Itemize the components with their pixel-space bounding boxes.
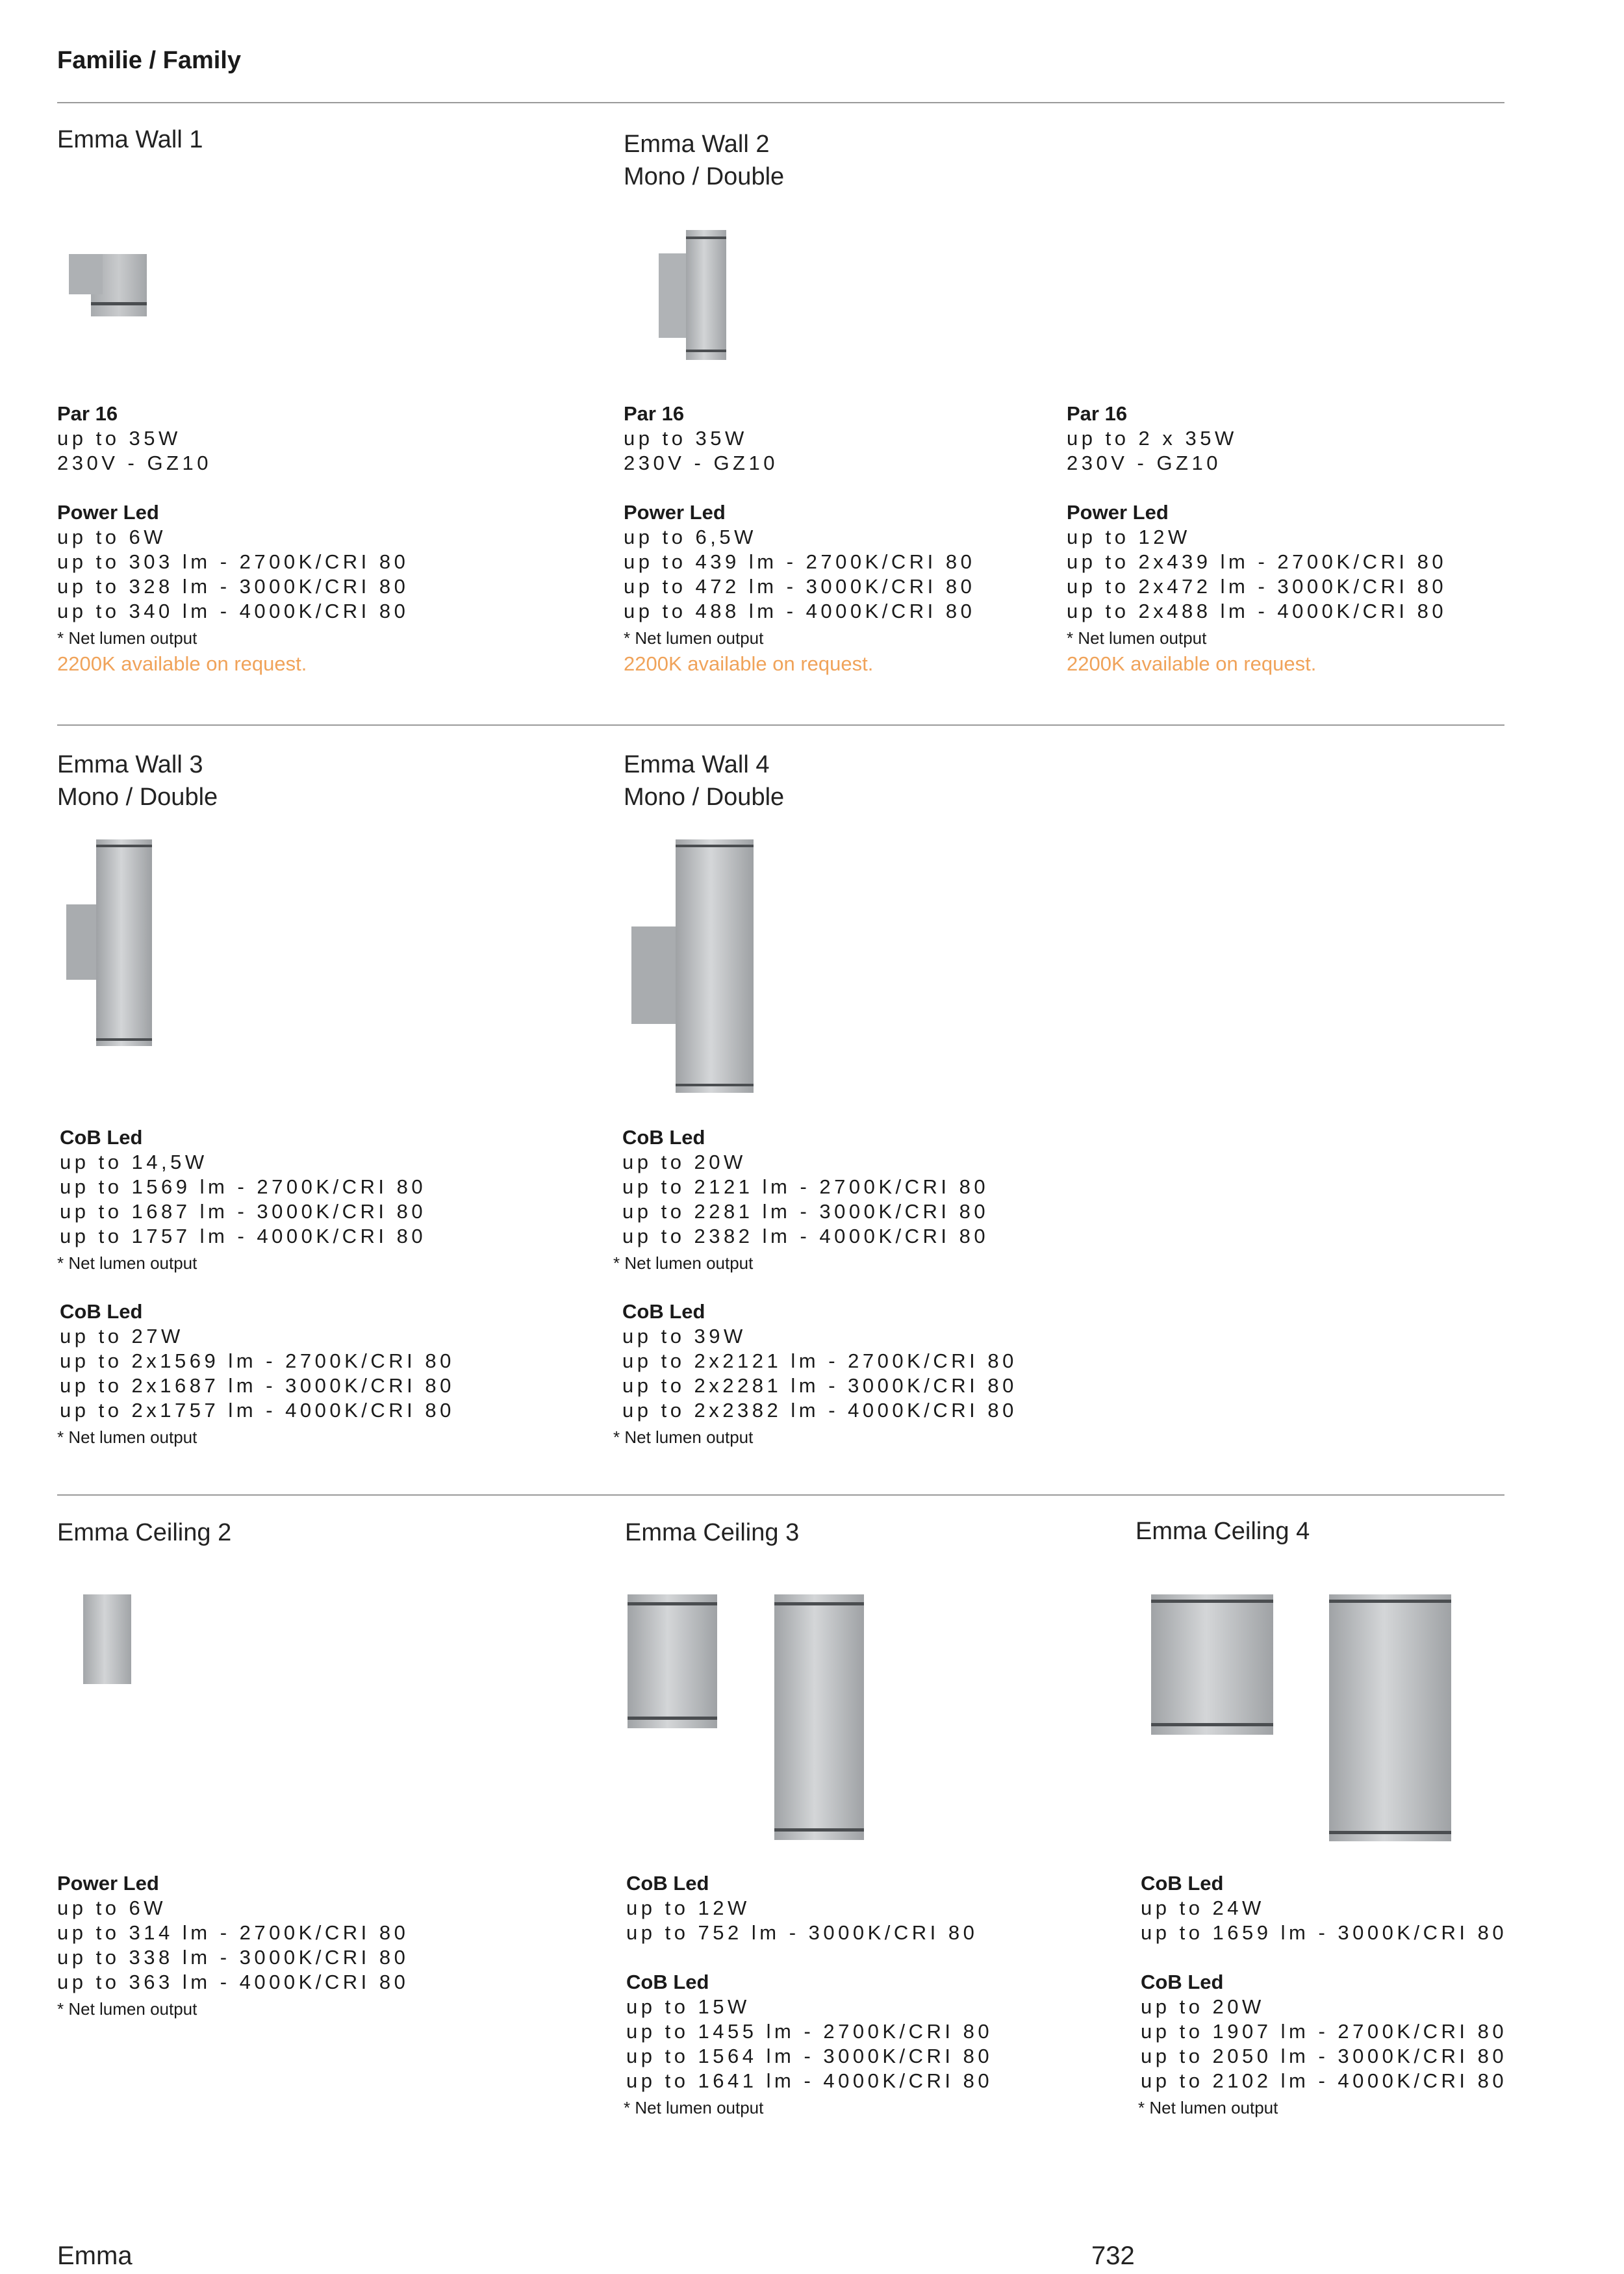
spec-block-wall1: Par 16 up to 35W 230V - GZ10 Power Led up to 6W up to 303 lm - 2700K/CRI 80 up to 328 lm - 3000K/CRI 80 up to 340 lm - 4000K/CRI 80 * Net lumen output 2200K available on request. xyxy=(57,402,512,678)
divider xyxy=(57,1494,1504,1496)
emma-ceiling-4-long-image xyxy=(1325,1591,1455,1844)
page-header: Familie / Family xyxy=(57,47,241,74)
spec-block-wall2-double: Par 16 up to 2 x 35W 230V - GZ10 Power Led up to 12W up to 2x439 lm - 2700K/CRI 80 up to 2x472 lm - 3000K/CRI 80 up to 2x488 lm - 4000K/CRI 80 * Net lumen output 2200K available on request. xyxy=(1067,402,1521,678)
emma-ceiling-2-image xyxy=(81,1592,134,1687)
emma-ceiling-3-short-image xyxy=(624,1591,721,1733)
spec-block-ceiling2: Power Led up to 6W up to 314 lm - 2700K/CRI 80 up to 338 lm - 3000K/CRI 80 up to 363 lm - 4000K/CRI 80 * Net lumen output xyxy=(57,1872,409,2019)
product-title-wall1: Emma Wall 1 xyxy=(57,126,203,153)
product-title-wall2: Emma Wall 2 Mono / Double xyxy=(624,131,785,190)
emma-wall-4-image xyxy=(629,837,759,1097)
product-title-wall4: Emma Wall 4 Mono / Double xyxy=(624,751,785,811)
page-number: 732 xyxy=(1091,2242,1135,2270)
spec-block-wall4-mono: CoB Led up to 20W up to 2121 lm - 2700K/CRI 80 up to 2281 lm - 3000K/CRI 80 up to 2382 lm - 4000K/CRI 80 * Net lumen output xyxy=(613,1126,989,1273)
spec-block-wall3-mono: CoB Led up to 14,5W up to 1569 lm - 2700K/CRI 80 up to 1687 lm - 3000K/CRI 80 up to 1757 lm - 4000K/CRI 80 * Net lumen output xyxy=(57,1126,427,1273)
spec-block-ceiling4: CoB Led up to 24W up to 1659 lm - 3000K/CRI 80 CoB Led up to 20W up to 1907 lm - 2700K/CRI 80 up to 2050 lm - 3000K/CRI 80 up to 2102 lm - 4000K/CRI 80 * Net lumen output xyxy=(1138,1872,1508,2117)
availability-note: 2200K available on request. xyxy=(624,652,874,675)
emma-wall-1-image xyxy=(65,250,149,322)
spec-block-wall4-double: CoB Led up to 39W up to 2x2121 lm - 2700K/CRI 80 up to 2x2281 lm - 3000K/CRI 80 up to 2x2382 lm - 4000K/CRI 80 * Net lumen output xyxy=(613,1300,1017,1447)
emma-wall-3-image xyxy=(64,837,155,1051)
spec-block-wall2-mono: Par 16 up to 35W 230V - GZ10 Power Led up to 6,5W up to 439 lm - 2700K/CRI 80 up to 472 lm - 3000K/CRI 80 up to 488 lm - 4000K/CRI 80 * Net lumen output 2200K available on request. xyxy=(624,402,1078,678)
product-title-ceiling4: Emma Ceiling 4 xyxy=(1136,1518,1310,1545)
divider xyxy=(57,102,1504,103)
availability-note: 2200K available on request. xyxy=(1067,652,1317,675)
emma-wall-2-image xyxy=(656,227,734,364)
footer-family-name: Emma xyxy=(57,2242,133,2270)
product-title-wall3: Emma Wall 3 Mono / Double xyxy=(57,751,218,811)
emma-ceiling-3-long-image xyxy=(770,1591,868,1844)
divider xyxy=(57,724,1504,726)
product-title-ceiling3: Emma Ceiling 3 xyxy=(625,1519,800,1546)
spec-block-ceiling3: CoB Led up to 12W up to 752 lm - 3000K/CRI 80 CoB Led up to 15W up to 1455 lm - 2700K/CRI 80 up to 1564 lm - 3000K/CRI 80 up to 1641 lm - 4000K/CRI 80 * Net lumen output xyxy=(624,1872,993,2117)
spec-block-wall3-double: CoB Led up to 27W up to 2x1569 lm - 2700K/CRI 80 up to 2x1687 lm - 3000K/CRI 80 up to 2x1757 lm - 4000K/CRI 80 * Net lumen output xyxy=(57,1300,455,1447)
product-title-ceiling2: Emma Ceiling 2 xyxy=(57,1519,232,1546)
availability-note: 2200K available on request. xyxy=(57,652,307,675)
emma-ceiling-4-short-image xyxy=(1147,1591,1277,1740)
